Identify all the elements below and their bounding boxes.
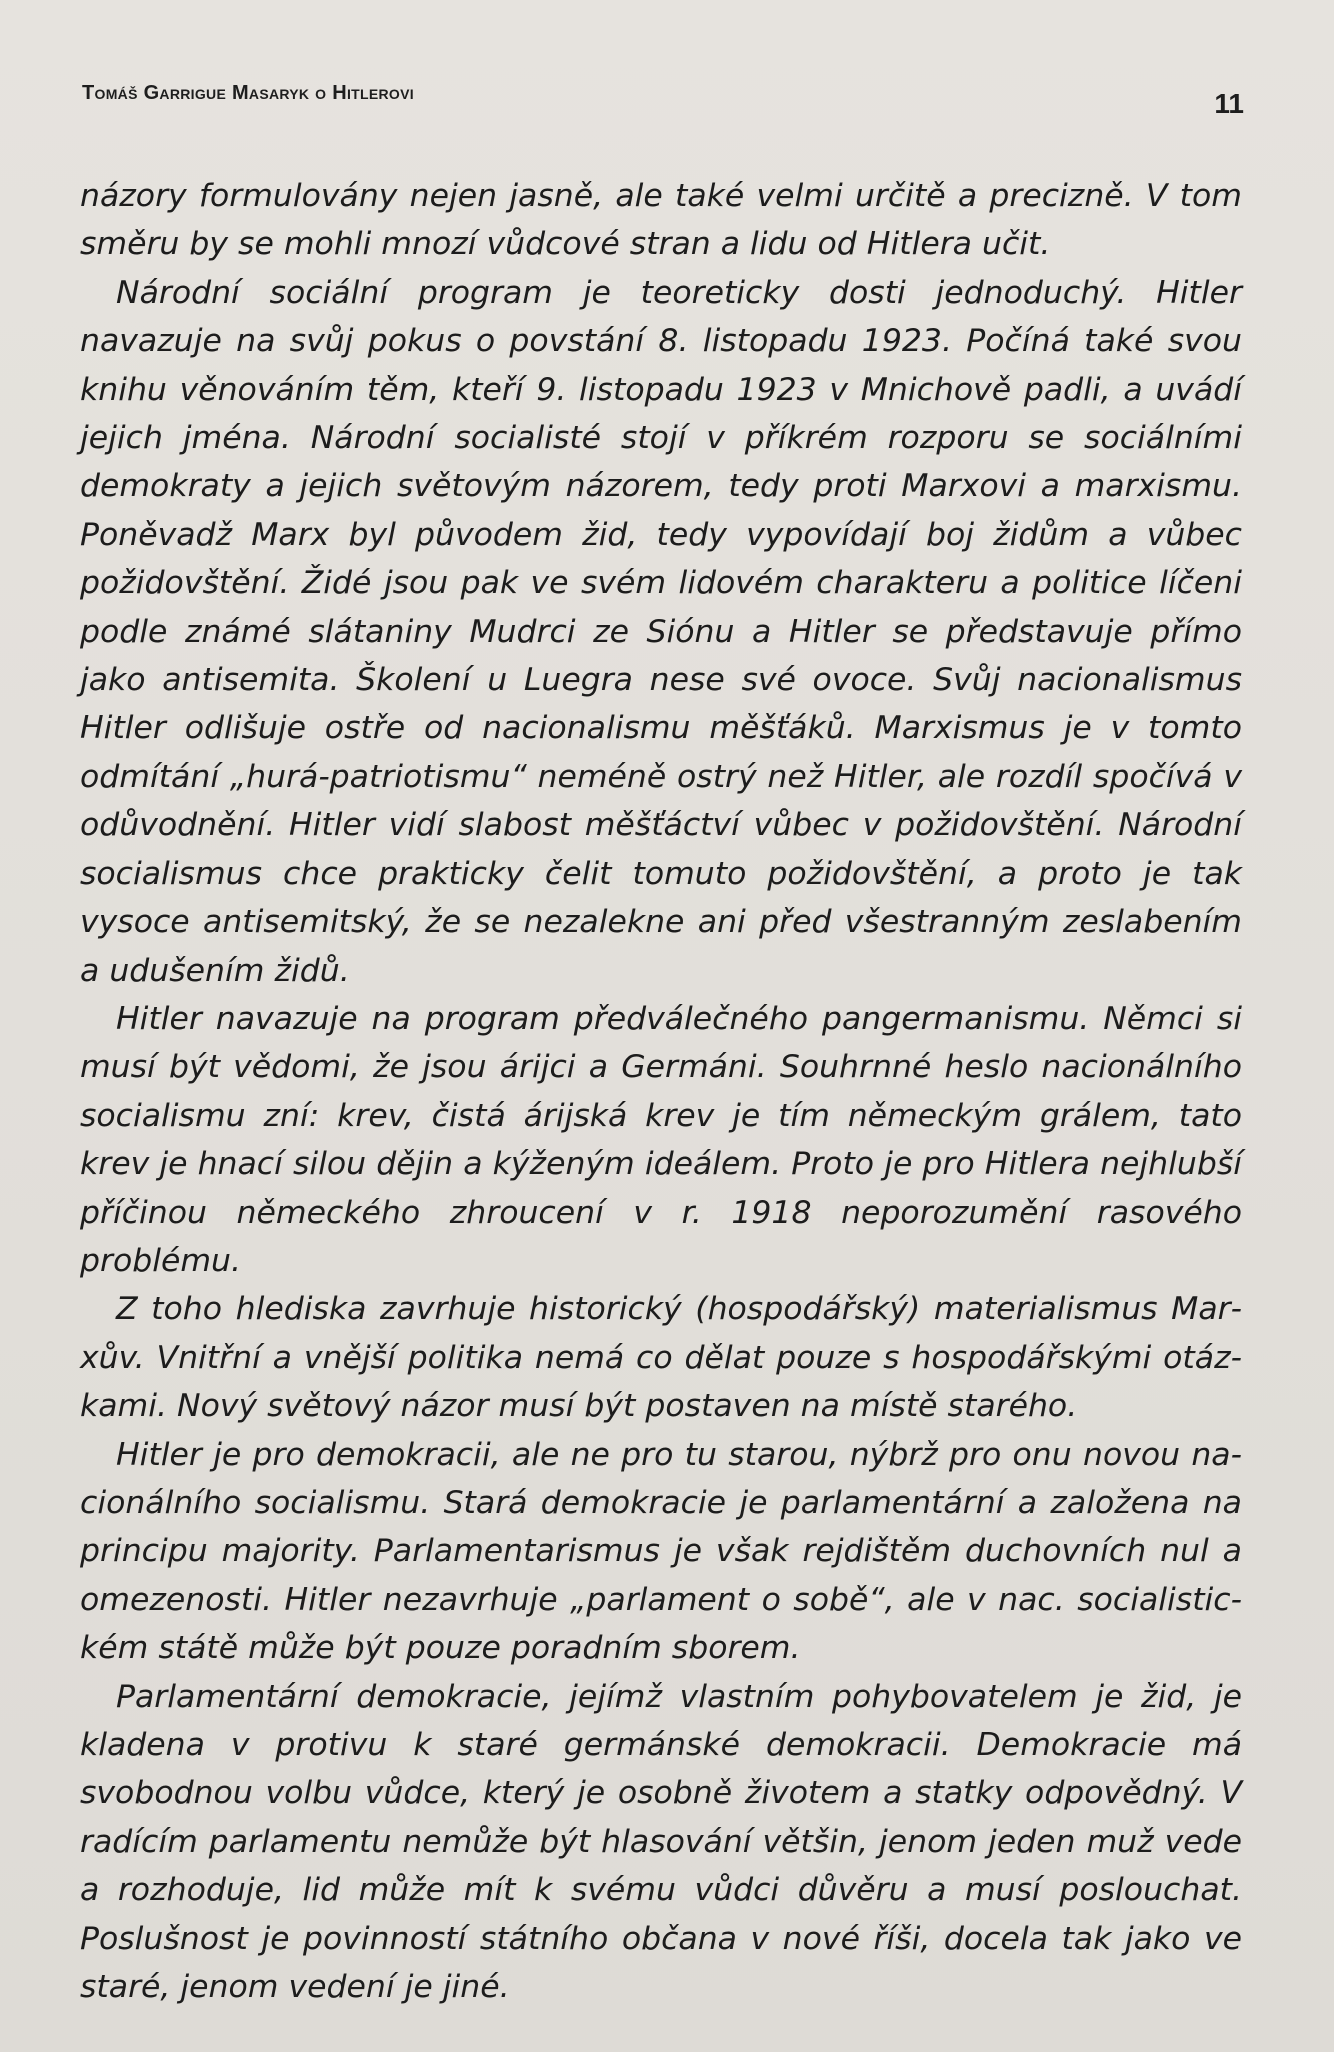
paragraph: Parlamentární demokracie, jejímž vlastním pohybovatelem je žid, je kladena v protivu k staré germánské demokracii. Demokracie má svobodnou volbu vůdce, který je osobně životem a statky odpovědný. V radícím parlamentu nemůže být hlasování většin, jenom jeden muž vede a rozhoduje, lid může mít k svému vůdci důvěru a musí poslouchat. Poslušnost je povinností státního občana v nové říši, docela tak jako ve staré, jenom vedení je jiné. xyxy=(80,1678,1242,2006)
paragraph: Národní sociální program je teoreticky dosti jednoduchý. Hitler navazuje na svůj pokus o povstání 8. listopadu 1923. Počíná také svou knihu věnováním těm, kteří 9. listopadu 1923 v Mnichově padli, a uvádí jejich jména. Národní socialisté stojí v příkrém rozporu se sociálními demokraty a jejich světovým názorem, tedy proti Marxovi a marxismu. Poněvadž Marx byl původem žid, tedy vypovídají boj židům a vůbec požidovštění. Židé jsou pak ve svém lidovém charakteru a politice líčeni podle známé slátaniny Mudrci ze Siónu a Hitler se představuje přímo jako antisemita. Školení u Luegra nese své ovoce. Svůj nacionalismus Hitler odlišuje ostře od nacionalismu měšťáků. Marxismus je v tomto odmítání „hurá-patriotismu“ neméně ostrý než Hitler, ale rozdíl spočívá v odůvodnění. Hitler vidí slabost měšťáctví vůbec v požidovštění. Národní socialismus chce prakticky čelit tomuto požidovštění, a proto je tak vysoce antisemitský, že se nezalekne ani před všestranným zeslabením a udušením židů. xyxy=(80,274,1242,989)
running-title: Tomáš Garrigue Masaryk o Hitlerovi xyxy=(82,82,414,104)
paragraph-continued: názory formulovány nejen jasně, ale také velmi určitě a precizně. V tom směru by se mohli mnozí vůdcové stran a lidu od Hitlera učit. xyxy=(80,178,1242,263)
paragraph: Hitler navazuje na program předválečného pangermanismu. Němci si musí být vědomi, že jsou árijci a Germáni. Souhrnné heslo nacionálního socialismu zní: krev, čistá árijská krev je tím německým grálem, tato krev je hnací silou dějin a kýženým ideálem. Proto je pro Hitlera nejhlubší příčinou německého zhroucení v r. 1918 neporozumění rasového problému. xyxy=(80,1000,1242,1279)
paragraph: Hitler je pro demokracii, ale ne pro tu starou, nýbrž pro onu novou nacionálního socialismu. Stará demokracie je parlamentární a založena na principu majority. Parlamentarismus je však rejdištěm duchovních nul a omezenosti. Hitler nezavrhuje „parlament o sobě“, ale v nac. socialistickém státě může být pouze poradním sborem. xyxy=(80,1436,1242,1667)
paragraph: Z toho hlediska zavrhuje historický (hospodářský) materialismus Marxův. Vnitřní a vnější politika nemá co dělat pouze s hospodářskými otázkami. Nový světový názor musí být postaven na místě starého. xyxy=(80,1291,1242,1425)
page-number: 11 xyxy=(1214,88,1244,119)
body-text xyxy=(80,172,1242,2011)
